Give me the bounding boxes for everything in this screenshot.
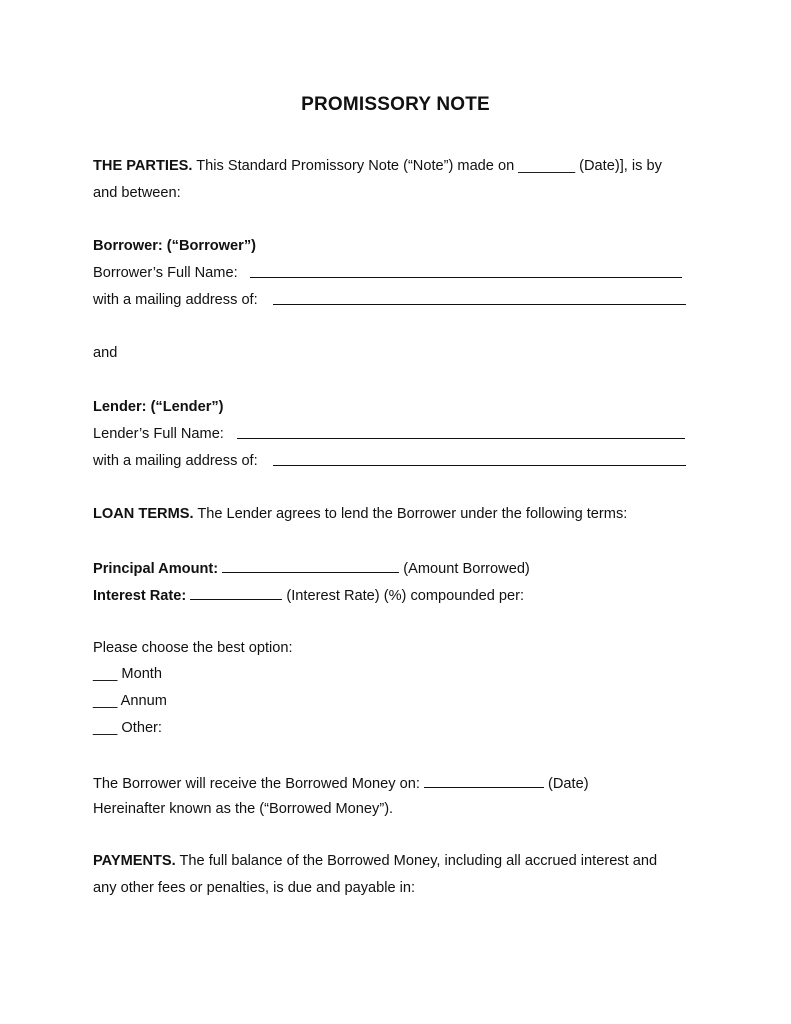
option-label: Other: (121, 720, 162, 736)
options-prompt: Please choose the best option: (93, 640, 293, 656)
interest-suffix: (Interest Rate) (%) compounded per: (286, 588, 525, 604)
document-title: PROMISSORY NOTE (301, 94, 490, 115)
parties-line (93, 157, 662, 175)
payments-line (93, 852, 657, 870)
loan-terms-line (93, 505, 627, 523)
parties-date-blank[interactable]: _______ (518, 158, 576, 174)
principal-amount-field[interactable] (222, 558, 399, 573)
payments-heading: PAYMENTS. (93, 853, 176, 869)
option-blank[interactable]: ___ (93, 693, 118, 709)
option-label: Annum (120, 693, 167, 709)
borrowed-money-date-field[interactable] (424, 773, 544, 788)
lender-address-field[interactable] (273, 464, 686, 466)
borrowed-money-date-label: (Date) (548, 776, 589, 792)
borrowed-money-text: The Borrower will receive the Borrowed Money on: (93, 776, 420, 792)
lender-heading: Lender: (“Lender”) (93, 399, 224, 415)
parties-heading: THE PARTIES. (93, 158, 193, 174)
parties-text: This Standard Promissory Note (“Note”) made on (196, 158, 515, 174)
borrower-address-label: with a mailing address of: (93, 292, 258, 308)
principal-label: Principal Amount: (93, 561, 219, 577)
loan-terms-heading: LOAN TERMS. (93, 506, 194, 522)
interest-line (93, 585, 524, 605)
lender-name-field[interactable] (237, 437, 685, 439)
option-other[interactable] (93, 719, 162, 737)
option-annum[interactable] (93, 692, 167, 710)
and-text: and (93, 345, 118, 361)
payments-text: The full balance of the Borrowed Money, including all accrued interest and (179, 853, 658, 869)
option-blank[interactable]: ___ (93, 720, 118, 736)
principal-suffix: (Amount Borrowed) (403, 561, 530, 577)
lender-address-label: with a mailing address of: (93, 453, 258, 469)
loan-terms-text: The Lender agrees to lend the Borrower under the following terms: (197, 506, 628, 522)
parties-continuation: and between: (93, 185, 181, 201)
option-month[interactable] (93, 665, 162, 683)
borrower-address-field[interactable] (273, 303, 686, 305)
option-blank[interactable]: ___ (93, 666, 118, 682)
borrowed-money-continuation: Hereinafter known as the (“Borrowed Money”). (93, 801, 394, 817)
option-label: Month (121, 666, 162, 682)
borrower-name-label: Borrower’s Full Name: (93, 265, 238, 281)
interest-label: Interest Rate: (93, 588, 187, 604)
borrower-heading: Borrower: (“Borrower”) (93, 238, 256, 254)
borrower-name-field[interactable] (250, 276, 682, 278)
principal-line (93, 558, 530, 578)
payments-continuation: any other fees or penalties, is due and payable in: (93, 880, 416, 896)
interest-rate-field[interactable] (190, 585, 282, 600)
borrowed-money-line (93, 773, 589, 793)
parties-date-label: (Date)], is by (579, 158, 662, 174)
lender-name-label: Lender’s Full Name: (93, 426, 224, 442)
